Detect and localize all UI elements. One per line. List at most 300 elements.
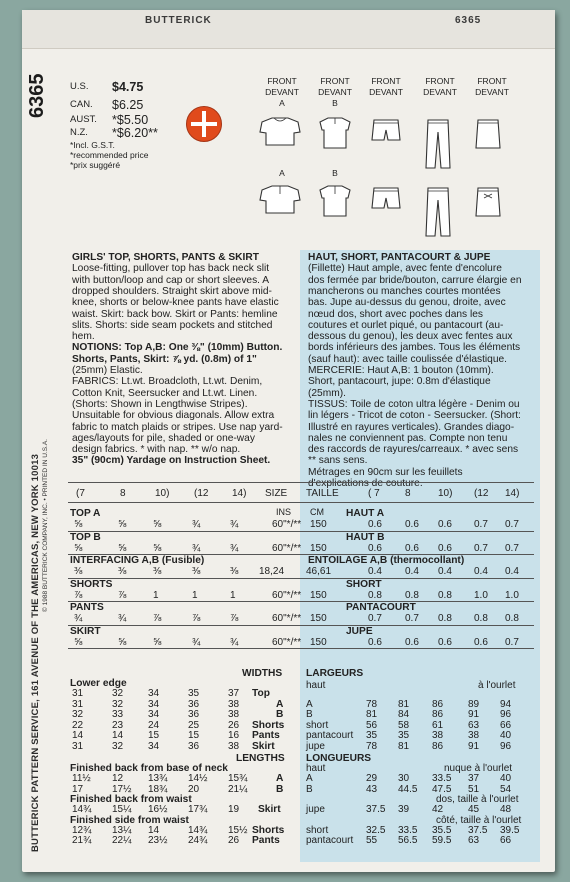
measurement-value-fr: 86 [432,698,444,710]
measurement-item: Skirt [258,804,281,815]
mercerie-line: Short, pantacourt, jupe: 0.8m d'élastique [308,376,491,388]
yardage-value-en: 1 [153,589,159,601]
measurement-value-en: 14 [72,730,84,741]
measurement-value-en: 20 [188,783,200,795]
measurement-item-fr: jupe [306,740,325,752]
yardage-row-label-fr: SHORT [346,578,382,590]
neck-label: Finished back from base of neck [70,763,228,774]
price-value: *$6.20** [112,126,158,140]
yardage-value-en: ⅝ [153,636,162,648]
yardage-value-fr: 0.6 [405,542,419,554]
measurement-value-en: 31 [72,740,84,752]
yardage-width-fr: 150 [310,542,327,554]
measurement-value-fr: 81 [398,698,410,710]
yardage-value-fr: 0.6 [405,636,419,648]
haut-label-2: haut [306,763,326,774]
french-description-line: coutures et ourlet piqué, ou pantacourt (au- [308,319,504,331]
measurement-value-fr: 43 [366,783,378,795]
measurement-item-fr: pantacourt [306,730,354,741]
price-country: AUST. [70,114,97,125]
yardage-row-label-fr: JUPE [346,625,373,637]
yardage-value-en: ⅜ [230,566,239,577]
price-note: *Incl. G.S.T. [70,140,115,150]
english-description-line: waist. Skirt: back bow. Skirt or Pants: hemline [72,308,278,320]
measurement-value-fr: 56.5 [398,835,418,846]
measurement-item-fr: short [306,824,329,836]
price-country: N.Z. [70,127,88,138]
measurement-value-fr: 38 [468,730,480,741]
french-description-line: nœud dos, short avec poches dans les [308,308,483,320]
largeurs-label: LARGEURS [306,668,364,679]
yardage-value-en: 1 [230,589,236,601]
measurement-value-fr: 84 [398,709,410,720]
measurement-value-en: 16 [228,730,240,741]
table-rule [68,502,534,503]
mercerie-line: MERCERIE: Haut A,B: 1 bouton (10mm). [308,365,494,376]
size-header-fr: ( 7 [368,488,380,499]
measurement-value-en: 13¾ [148,773,168,784]
yardage-width-en: 18,24 [259,566,285,577]
measurement-item-fr: pantacourt [306,835,354,846]
yardage-row-label-fr: PANTACOURT [346,602,416,613]
measurement-value-fr: 81 [398,740,410,752]
yardage-value-fr: 0.4 [438,566,452,577]
measurement-item: Shorts [252,719,285,731]
measurement-item-fr: jupe [306,804,325,815]
yardage-value-en: ⅞ [230,613,239,624]
flap-number: 6365 [455,15,482,26]
measurement-value-en: 31 [72,688,84,699]
measurement-value-en: 21¾ [72,835,92,846]
measurement-value-fr: 42 [432,804,444,815]
measurement-value-en: 14 [148,824,160,836]
size-header-en: 8 [120,488,126,499]
measurement-value-fr: 32.5 [366,824,386,836]
yardage-value-en: ⅜ [153,566,162,577]
french-description-line: (Fillette) Haut ample, avec fente d'encolure [308,263,502,275]
view-label-devant: DEVANT [475,87,509,97]
measurement-value-fr: 78 [366,740,378,752]
tissus-line: TISSUS: Toile de coton ultra légère - Denim ou [308,398,520,410]
measurement-value-en: 14¾ [72,804,92,815]
measurement-value-fr: 33.5 [432,773,452,784]
measurement-item-fr: A [306,773,313,784]
yardage-value-fr: 1.0 [474,589,488,601]
measurement-value-fr: 91 [468,740,480,752]
yardage-value-fr: 0.8 [474,613,488,624]
measurement-item: A [276,773,284,784]
size-header-fr: (12 [474,488,489,499]
view-label-front: FRONT [425,76,455,86]
measurement-value-fr: 45 [468,804,480,815]
yardage-row-label: TOP A [70,508,101,519]
yardage-value-fr: 0.8 [368,589,382,601]
yardage-width-en: 60"*/** [272,636,302,648]
french-description-line: mancherons ou manches courtes montées [308,285,501,297]
yardage-value-en: 1 [192,589,198,601]
english-description-line: slits. Shorts: side seam pockets and stitched [72,319,273,331]
measurement-value-fr: 39 [398,804,410,815]
tissus-line: Illustré en rayures verticales). Grandes diago- [308,421,515,433]
yardage-width-en: 60"*/** [272,542,302,554]
metrage-line: Métrages en 90cm sur les feuillets [308,466,463,478]
skirt-back-drawing [476,188,500,216]
waist-label: Finished back from waist [70,794,192,805]
yardage-value-fr: 0.6 [368,542,382,554]
measurement-value-fr: 58 [398,719,410,731]
yardage-value-en: ⅞ [118,589,127,601]
measurement-value-en: 34 [148,698,160,710]
yardage-row-label: PANTS [70,602,104,613]
ins-label: INS [276,507,292,517]
haut-label: haut [306,680,326,691]
waist-label-fr: dos, taille à l'ourlet [436,794,519,805]
yardage-value-fr: 0.4 [474,566,488,577]
price-country: CAN. [70,99,93,110]
measurement-value-fr: 56 [366,719,378,731]
price-value: $4.75 [112,80,144,94]
yardage-value-fr: 0.6 [405,519,419,530]
back-view-letter: A [279,168,285,178]
yardage-value-en: ⅝ [74,519,83,530]
measurement-value-fr: 48 [500,804,512,815]
notions-line: Shorts, Pants, Skirt: ⅞ yd. (0.8m) of 1" [72,353,257,365]
measurement-value-en: 32 [112,698,124,710]
measurement-value-en: 31 [72,698,84,710]
measurement-value-fr: 66 [500,835,512,846]
longueurs-label: LONGUEURS [306,753,372,764]
yardage-value-en: ⅞ [74,589,83,601]
measurement-value-fr: 66 [500,719,512,731]
english-description-line: dropped shoulders. Straight skirt above mid- [72,285,272,297]
measurement-value-fr: 51 [468,783,480,795]
measurement-value-en: 32 [72,709,84,720]
yardage-value-fr: 0.8 [405,589,419,601]
yardage-value-en: ⅞ [153,613,162,624]
measurement-value-fr: 47.5 [432,783,452,795]
measurement-value-fr: 55 [366,835,378,846]
french-description-line: bords inférieurs des jambes. Tous les éléments [308,342,521,354]
yardage-value-fr: 0.6 [368,519,382,530]
measurement-value-en: 36 [188,740,200,752]
back-view-letter: B [332,168,338,178]
measurement-value-fr: 37.5 [366,804,386,815]
measurement-value-fr: 37.5 [468,824,488,836]
yardage-value-fr: 0.4 [368,566,382,577]
measurement-value-en: 37 [228,688,240,699]
measurement-value-en: 14 [112,730,124,741]
tissus-line: ** sans sens. [308,455,368,467]
table-rule [68,482,534,483]
measurement-value-fr: 63 [468,719,480,731]
yardage-row-label: INTERFACING A,B (Fusible) [70,555,205,566]
yardage-value-en: ⅝ [74,542,83,554]
measurement-value-en: 38 [228,740,240,752]
measurement-item-fr: B [306,709,313,720]
yardage-row-label-fr: ENTOILAGE A,B (thermocollant) [308,555,465,566]
yardage-value-fr: 0.6 [438,542,452,554]
pants-front-drawing [426,120,450,168]
pants-back-drawing [426,188,450,236]
fabrics-line: Unsuitable for obvious diagonals. Allow extra [72,410,275,422]
yardage-width-fr: 150 [310,613,327,624]
view-label-devant: DEVANT [318,87,352,97]
measurement-value-fr: 96 [500,709,512,720]
measurement-value-en: 35 [188,688,200,699]
yardage-value-en: ⅝ [74,636,83,648]
measurement-value-en: 23½ [148,835,168,846]
english-description-line: Loose-fitting, pullover top has back neck slit [72,263,270,275]
measurement-item-fr: A [306,698,313,710]
yardage-value-fr: 0.8 [438,613,452,624]
measurement-value-en: 34 [148,709,160,720]
easy-pattern-logo [186,106,222,142]
measurement-value-fr: 86 [432,709,444,720]
fabrics-line: (Shorts: Shown in Lengthwise Stripes). [72,398,248,410]
measurement-value-en: 18¾ [148,783,168,795]
measurement-value-en: 14¾ [188,824,208,836]
measurement-item: B [276,709,284,720]
measurement-value-fr: 89 [468,698,480,710]
yardage-value-en: ⅜ [118,566,127,577]
measurement-value-fr: 35 [398,730,410,741]
french-description-line: bas. Jupe au-dessus du genou, droite, avec [308,297,506,309]
yardage-value-en: ¾ [230,636,239,648]
measurement-value-fr: 40 [500,773,512,784]
measurement-item-fr: B [306,783,313,795]
french-description-line: (sauf haut): avec taille coulissée d'élastique. [308,353,508,365]
size-header-en: 14) [232,488,247,499]
measurement-item: Skirt [252,740,275,752]
yardage-value-en: ¾ [192,542,201,554]
measurement-value-fr: 44.5 [398,783,418,795]
measurement-value-fr: 33.5 [398,824,418,836]
french-description-line: dessous du genou), les deux avec fentes aux [308,331,513,343]
yardage-value-en: ⅝ [118,542,127,554]
size-header-fr: 14) [505,488,520,499]
yardage-value-fr: 0.7 [405,613,419,624]
measurement-value-en: 36 [188,698,200,710]
yardage-value-en: ¾ [74,613,83,624]
measurement-value-en: 34 [148,688,160,699]
measurement-value-en: 26 [228,719,240,731]
top-a-front-drawing [260,118,300,145]
yardage-value-en: ¾ [230,542,239,554]
yardage-value-en: ¾ [192,519,201,530]
tissus-line: nales ne conviennent pas. Compte non tenu [308,432,508,444]
yardage-value-fr: 0.8 [505,613,519,624]
size-label: SIZE [265,488,288,499]
yardage-value-fr: 0.7 [474,519,488,530]
measurement-value-en: 15¾ [228,773,248,784]
fabrics-line: design fabrics. * with nap. ** w/o nap. [72,444,241,456]
english-description-line: hem. [72,331,95,343]
yardage-width-en: 60"*/** [272,613,302,624]
table-rule [68,625,534,626]
measurement-value-en: 25 [188,719,200,731]
garment-illustrations [250,110,520,240]
yardage-value-fr: 0.6 [474,636,488,648]
yardage-row-label: SHORTS [70,578,113,590]
measurement-value-fr: 63 [468,835,480,846]
measurement-value-fr: 54 [500,783,512,795]
tissus-line: des raccords de rayures/carreaux. * avec sens [308,444,519,456]
yardage-value-en: ⅜ [192,566,201,577]
yardage-value-en: ¾ [118,613,127,624]
measurement-value-fr: 59.5 [432,835,452,846]
measurement-value-en: 12 [112,773,124,784]
yardage-value-fr: 0.7 [505,519,519,530]
measurement-value-en: 14½ [188,773,208,784]
view-label-front: FRONT [320,76,350,86]
measurement-value-en: 12¾ [72,824,92,836]
measurement-item: Pants [252,835,280,846]
measurement-value-fr: 96 [500,740,512,752]
cm-label: CM [310,507,324,517]
widths-label: WIDTHS [242,668,283,679]
measurement-value-en: 17 [72,783,84,795]
measurement-value-fr: 40 [500,730,512,741]
measurement-value-fr: 37 [468,773,480,784]
measurement-value-fr: 38 [432,730,444,741]
fabrics-line: FABRICS: Lt.wt. Broadcloth, Lt.wt. Denim, [72,376,263,388]
english-description-line: with button/loop and cap or short sleeves. A [72,274,270,286]
measurement-value-fr: 61 [432,719,444,731]
measurement-value-fr: 86 [432,740,444,752]
size-header-en: 10) [155,488,170,499]
view-label-devant: DEVANT [369,87,403,97]
measurement-value-en: 15 [188,730,200,741]
measurement-value-fr: 30 [398,773,410,784]
price-note: *prix suggéré [70,160,121,170]
table-rule [68,531,534,532]
view-letter: B [332,98,338,108]
yardage-value-fr: 0.8 [438,589,452,601]
measurement-value-en: 21¼ [228,783,248,795]
notions-line: NOTIONS: Top A,B: One ⅜" (10mm) Button. [72,342,283,354]
yardage-value-fr: 0.7 [474,542,488,554]
measurement-value-en: 23 [112,719,124,731]
yardage-width-fr: 150 [310,519,327,530]
measurement-value-en: 16½ [148,804,168,815]
price-note: *recommended price [70,150,149,160]
measurement-item: B [276,783,284,795]
a-lourlet-label: à l'ourlet [478,680,516,691]
yardage-value-fr: 0.7 [505,636,519,648]
view-label-devant: DEVANT [423,87,457,97]
measurement-item: Shorts [252,824,285,836]
yardage-value-en: ¾ [192,636,201,648]
yardage-value-en: ⅝ [118,636,127,648]
yardage-row-label: SKIRT [70,625,101,637]
measurement-value-fr: 39.5 [500,824,520,836]
neck-label-fr: nuque à l'ourlet [444,763,513,774]
size-header-en: (7 [76,488,85,499]
measurement-value-en: 11½ [72,773,91,784]
yardage-value-en: ⅝ [118,519,127,530]
measurement-value-en: 15¼ [112,804,132,815]
measurement-value-en: 32 [112,688,124,699]
measurement-value-en: 26 [228,835,240,846]
measurement-value-en: 33 [112,709,124,720]
size-header-en: (12 [194,488,209,499]
measurement-item: Pants [252,730,280,741]
measurement-value-en: 34 [148,740,160,752]
yardage-width-en: 60"*/** [272,589,302,601]
price-value: $6.25 [112,98,144,112]
measurement-value-fr: 81 [366,709,378,720]
yardage-value-fr: 0.7 [368,613,382,624]
measurement-item: Top [252,688,270,699]
lengths-label: LENGTHS [236,753,285,764]
measurement-value-en: 36 [188,709,200,720]
yardage-value-fr: 0.7 [505,542,519,554]
measurement-value-en: 38 [228,709,240,720]
measurement-value-fr: 35 [366,730,378,741]
measurement-value-en: 13¼ [112,824,132,836]
tissus-line: lin légers - Tricot de coton - Seersucker. (Short: [308,410,521,422]
measurement-value-en: 19 [228,804,240,815]
measurement-value-fr: 91 [468,709,480,720]
skirt-front-drawing [476,120,500,148]
lower-edge-label: Lower edge [70,678,127,689]
english-description-line: knee, shorts or below-knee pants have elastic [72,297,279,309]
view-label-devant: DEVANT [265,87,299,97]
taille-label: TAILLE [306,488,339,499]
flap-brand: BUTTERICK [145,15,212,26]
measurement-value-fr: 78 [366,698,378,710]
yardage-width-fr: 46,61 [306,566,332,577]
yardage-value-en: ⅝ [153,542,162,554]
english-title: GIRLS' TOP, SHORTS, PANTS & SKIRT [72,252,259,263]
pattern-number: 6365 [26,73,48,118]
measurement-value-en: 24 [148,719,160,731]
measurement-value-fr: 29 [366,773,378,784]
notions-line: (25mm) Elastic. [72,365,143,376]
measurement-value-en: 17¾ [188,804,208,815]
measurement-value-fr: 94 [500,698,512,710]
yardage-width-fr: 150 [310,589,327,601]
yardage-value-fr: 0.6 [438,636,452,648]
view-label-front: FRONT [371,76,401,86]
measurement-value-en: 38 [228,698,240,710]
yardage-row-label-fr: HAUT B [346,531,385,543]
yardage-width-en: 60"*/** [272,519,302,530]
yardage-value-en: ⅝ [153,519,162,530]
mercerie-line: (25mm). [308,387,346,399]
yardage-value-fr: 0.4 [505,566,519,577]
fabrics-line: ages/layouts for pile, shaded or one-way [72,432,255,444]
copyright-line: © 1988 BUTTERICK COMPANY, INC. • PRINTED IN U.S.A. [42,439,49,612]
measurement-value-en: 24¾ [188,835,208,846]
yardage-value-en: ⅞ [192,613,201,624]
measurement-value-en: 15½ [228,824,248,836]
table-rule [68,601,534,602]
measurement-value-en: 15 [148,730,160,741]
yardage-value-en: ¾ [230,519,239,530]
measurement-value-en: 22 [72,719,84,731]
yardage-value-fr: 0.6 [368,636,382,648]
view-letter: A [279,98,285,108]
french-description-line: dos fermée par bride/bouton, carrure élargie en [308,274,522,286]
view-label-front: FRONT [267,76,297,86]
size-header-fr: 10) [438,488,453,499]
yardage-note: 35" (90cm) Yardage on Instruction Sheet. [72,455,271,467]
yardage-value-fr: 0.6 [438,519,452,530]
yardage-value-en: ⅜ [74,566,83,577]
measurement-value-fr: 35.5 [432,824,452,836]
table-rule [68,578,534,579]
